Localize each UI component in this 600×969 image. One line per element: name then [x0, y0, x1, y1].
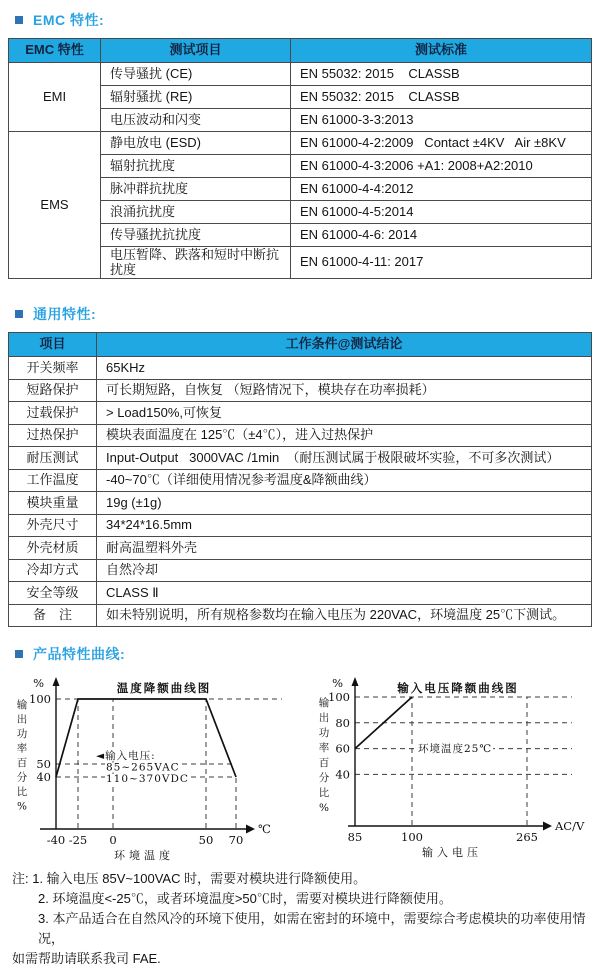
emc-header-col2: 测试项目	[101, 39, 291, 63]
svg-text:100: 100	[401, 830, 423, 845]
table-row	[9, 469, 592, 492]
test-item: 辐射骚扰 (RE)	[101, 86, 291, 109]
svg-text:功: 功	[318, 727, 330, 740]
test-item: 电压波动和闪变	[101, 109, 291, 132]
table-row	[9, 379, 592, 402]
svg-text:85: 85	[347, 830, 363, 845]
svg-text:%: %	[33, 676, 44, 691]
general-header-col1: 项目	[9, 333, 97, 357]
svg-text:率: 率	[16, 742, 28, 755]
param-value: 34*24*16.5mm	[97, 514, 592, 537]
svg-text:110~370VDC: 110~370VDC	[106, 773, 189, 786]
general-table	[8, 332, 592, 627]
param-value: 自然冷却	[97, 559, 592, 582]
svg-text:85~265VAC: 85~265VAC	[106, 761, 180, 774]
temperature-derating-chart	[6, 672, 300, 864]
param-value: 65KHz	[97, 357, 592, 380]
test-item: 浪涌抗扰度	[101, 201, 291, 224]
param-name: 模块重量	[9, 492, 97, 515]
emc-group-ems: EMS	[9, 132, 101, 279]
svg-text:-40: -40	[46, 833, 66, 848]
param-value: 模块表面温度在 125℃（±4℃），进入过热保护	[97, 424, 592, 447]
table-row	[9, 537, 592, 560]
svg-text:40: 40	[36, 770, 51, 785]
svg-text:功: 功	[16, 728, 28, 741]
svg-text:50: 50	[36, 757, 51, 772]
emc-group-emi: EMI	[9, 63, 101, 132]
svg-text:-25: -25	[68, 833, 88, 848]
svg-text:比: 比	[16, 786, 28, 799]
svg-text:出: 出	[318, 712, 330, 725]
test-standard: EN 61000-4-6: 2014	[291, 224, 592, 247]
svg-text:265: 265	[516, 830, 538, 845]
notes-block	[12, 869, 600, 969]
svg-text:输: 输	[16, 699, 28, 712]
param-value: -40~70℃（详细使用情况参考温度&降额曲线）	[97, 469, 592, 492]
note-line: 3. 本产品适合在自然风冷的环境下使用，如需在密封的环境中，需要综合考虑模块的功率使用情况，	[38, 911, 586, 947]
svg-text:环境温度25℃: 环境温度25℃	[418, 743, 493, 756]
svg-text:%: %	[319, 802, 329, 815]
test-standard: EN 61000-4-5:2014	[291, 201, 592, 224]
param-name: 耐压测试	[9, 447, 97, 470]
param-name: 备 注	[9, 604, 97, 627]
test-item: 脉冲群抗扰度	[101, 178, 291, 201]
test-standard: EN 61000-4-11: 2017	[291, 247, 592, 279]
param-name: 过载保护	[9, 402, 97, 425]
table-row	[9, 582, 592, 605]
curves-section-title: 产品特性曲线:	[33, 646, 126, 663]
param-name: 外壳材质	[9, 537, 97, 560]
emc-section-heading	[15, 10, 600, 30]
svg-text:百: 百	[16, 757, 28, 770]
emc-header-col1: EMC 特性	[9, 39, 101, 63]
charts-row	[6, 672, 600, 864]
test-standard: EN 61000-4-4:2012	[291, 178, 592, 201]
table-row	[9, 63, 592, 86]
param-name: 外壳尺寸	[9, 514, 97, 537]
test-item: 电压暂降、跌落和短时中断抗扰度	[101, 247, 291, 279]
test-item: 传导骚扰 (CE)	[101, 63, 291, 86]
bullet-square-icon	[15, 650, 23, 658]
svg-text:率: 率	[318, 742, 330, 755]
svg-text:◄输入电压:: ◄输入电压:	[96, 750, 156, 763]
param-value: 耐高温塑料外壳	[97, 537, 592, 560]
table-row	[9, 559, 592, 582]
param-name: 过热保护	[9, 424, 97, 447]
table-row	[9, 514, 592, 537]
test-item: 辐射抗扰度	[101, 155, 291, 178]
param-name: 开关频率	[9, 357, 97, 380]
test-item: 静电放电 (ESD)	[101, 132, 291, 155]
param-value: 如未特别说明，所有规格参数均在输入电压为 220VAC，环境温度 25℃下测试。	[97, 604, 592, 627]
svg-text:分: 分	[318, 772, 330, 785]
note-line: 注: 1. 输入电压 85V~100VAC 时，需要对模块进行降额使用。	[12, 871, 367, 887]
param-value: 可长期短路，自恢复 （短路情况下，模块存在功率损耗）	[97, 379, 592, 402]
svg-text:温度降额曲线图: 温度降额曲线图	[116, 681, 212, 696]
param-value: 19g (±1g)	[97, 492, 592, 515]
param-name: 冷却方式	[9, 559, 97, 582]
svg-text:AC/V: AC/V	[555, 819, 585, 834]
svg-text:比: 比	[318, 787, 330, 800]
input-voltage-derating-chart	[300, 672, 594, 864]
svg-text:出: 出	[16, 713, 28, 726]
table-row	[9, 424, 592, 447]
svg-text:100: 100	[328, 690, 350, 705]
test-standard: EN 61000-4-2:2009 Contact ±4KV Air ±8KV	[291, 132, 592, 155]
svg-text:输: 输	[318, 697, 330, 710]
bullet-square-icon	[15, 16, 23, 24]
test-standard: EN 55032: 2015 CLASSB	[291, 86, 592, 109]
svg-text:%: %	[17, 800, 27, 813]
general-header-row	[9, 333, 592, 357]
param-value: CLASS Ⅱ	[97, 582, 592, 605]
svg-text:输入电压: 输入电压	[422, 846, 482, 860]
test-item: 传导骚扰抗扰度	[101, 224, 291, 247]
table-row	[9, 447, 592, 470]
svg-text:%: %	[332, 676, 343, 691]
svg-text:40: 40	[335, 767, 350, 782]
table-row	[9, 492, 592, 515]
emc-header-col3: 测试标准	[291, 39, 592, 63]
datasheet-page	[0, 10, 600, 967]
svg-text:60: 60	[335, 741, 350, 756]
note-line: 如需帮助请联系我司 FAE.	[12, 951, 161, 967]
test-standard: EN 55032: 2015 CLASSB	[291, 63, 592, 86]
param-name: 安全等级	[9, 582, 97, 605]
svg-text:℃: ℃	[258, 822, 271, 837]
svg-text:分: 分	[16, 771, 28, 784]
svg-text:100: 100	[29, 692, 51, 707]
emc-table	[8, 38, 592, 279]
curves-section-heading	[15, 644, 600, 664]
table-row	[9, 132, 592, 155]
general-section-heading	[15, 304, 600, 324]
table-row	[9, 357, 592, 380]
general-header-col2: 工作条件@测试结论	[97, 333, 592, 357]
test-standard: EN 61000-4-3:2006 +A1: 2008+A2:2010	[291, 155, 592, 178]
param-value: Input-Output 3000VAC /1min （耐压测试属于极限破坏实验，不可多次测试）	[97, 447, 592, 470]
svg-text:环境温度: 环境温度	[114, 849, 174, 863]
param-name: 工作温度	[9, 469, 97, 492]
param-name: 短路保护	[9, 379, 97, 402]
svg-text:输入电压降额曲线图: 输入电压降额曲线图	[397, 681, 519, 696]
param-value: > Load150%,可恢复	[97, 402, 592, 425]
table-row	[9, 604, 592, 627]
emc-header-row	[9, 39, 592, 63]
svg-text:50: 50	[198, 833, 214, 848]
svg-text:80: 80	[335, 715, 350, 730]
general-section-title: 通用特性:	[33, 306, 97, 323]
emc-section-title: EMC 特性:	[33, 12, 105, 28]
svg-text:70: 70	[228, 833, 244, 848]
svg-text:百: 百	[318, 757, 330, 770]
table-row	[9, 402, 592, 425]
svg-text:0: 0	[109, 833, 117, 848]
note-line: 2. 环境温度<-25℃，或者环境温度>50℃时，需要对模块进行降额使用。	[38, 891, 452, 907]
bullet-square-icon	[15, 310, 23, 318]
test-standard: EN 61000-3-3:2013	[291, 109, 592, 132]
